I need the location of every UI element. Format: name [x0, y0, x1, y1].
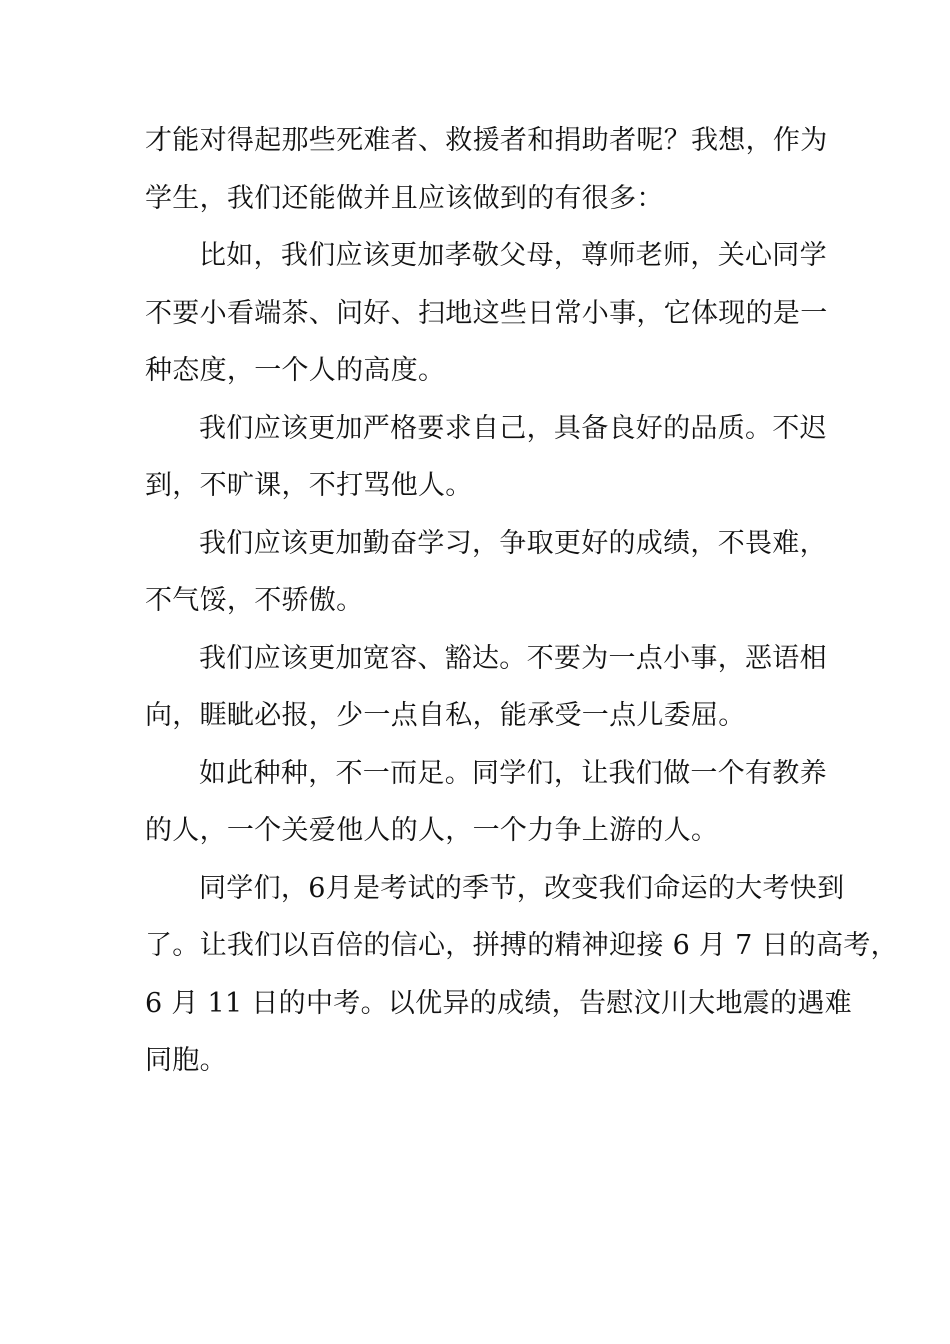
text-line: 的人，一个关爱他人的人，一个力争上游的人。	[145, 815, 719, 846]
text-line: 种态度，一个人的高度。	[145, 355, 446, 386]
text-line: 向，睚眦必报，少一点自私，能承受一点儿委屈。	[145, 700, 746, 731]
document-body	[145, 118, 898, 1096]
paragraph-start-line: 同学们，6月是考试的季节，改变我们命运的大考快到	[199, 872, 845, 904]
paragraph-start-line: 我们应该更加宽容、豁达。不要为一点小事，恶语相	[199, 642, 827, 674]
text-line: 6 月 11 日的中考。以优异的成绩，告慰汶川大地震的遇难	[145, 987, 852, 1019]
text-line: 学生，我们还能做并且应该做到的有很多：	[145, 182, 664, 214]
text-line: 了。让我们以百倍的信心，拼搏的精神迎接 6 月 7 日的高考，	[145, 930, 898, 961]
text-line: 不要小看端茶、问好、扫地这些日常小事，它体现的是一	[145, 297, 828, 329]
text-line: 同胞。	[145, 1045, 227, 1076]
text-line: 不气馁，不骄傲。	[145, 585, 364, 616]
paragraph-start-line: 我们应该更加严格要求自己，具备良好的品质。不迟	[199, 412, 827, 444]
text-line: 到，不旷课，不打骂他人。	[145, 470, 473, 501]
paragraph-start-line: 我们应该更加勤奋学习，争取更好的成绩，不畏难，	[199, 527, 827, 559]
text-line: 才能对得起那些死难者、救援者和捐助者呢？我想，作为	[145, 125, 828, 156]
paragraph-start-line: 如此种种，不一而足。同学们，让我们做一个有教养	[199, 757, 827, 789]
paragraph-start-line: 比如，我们应该更加孝敬父母，尊师老师，关心同学	[199, 240, 827, 271]
